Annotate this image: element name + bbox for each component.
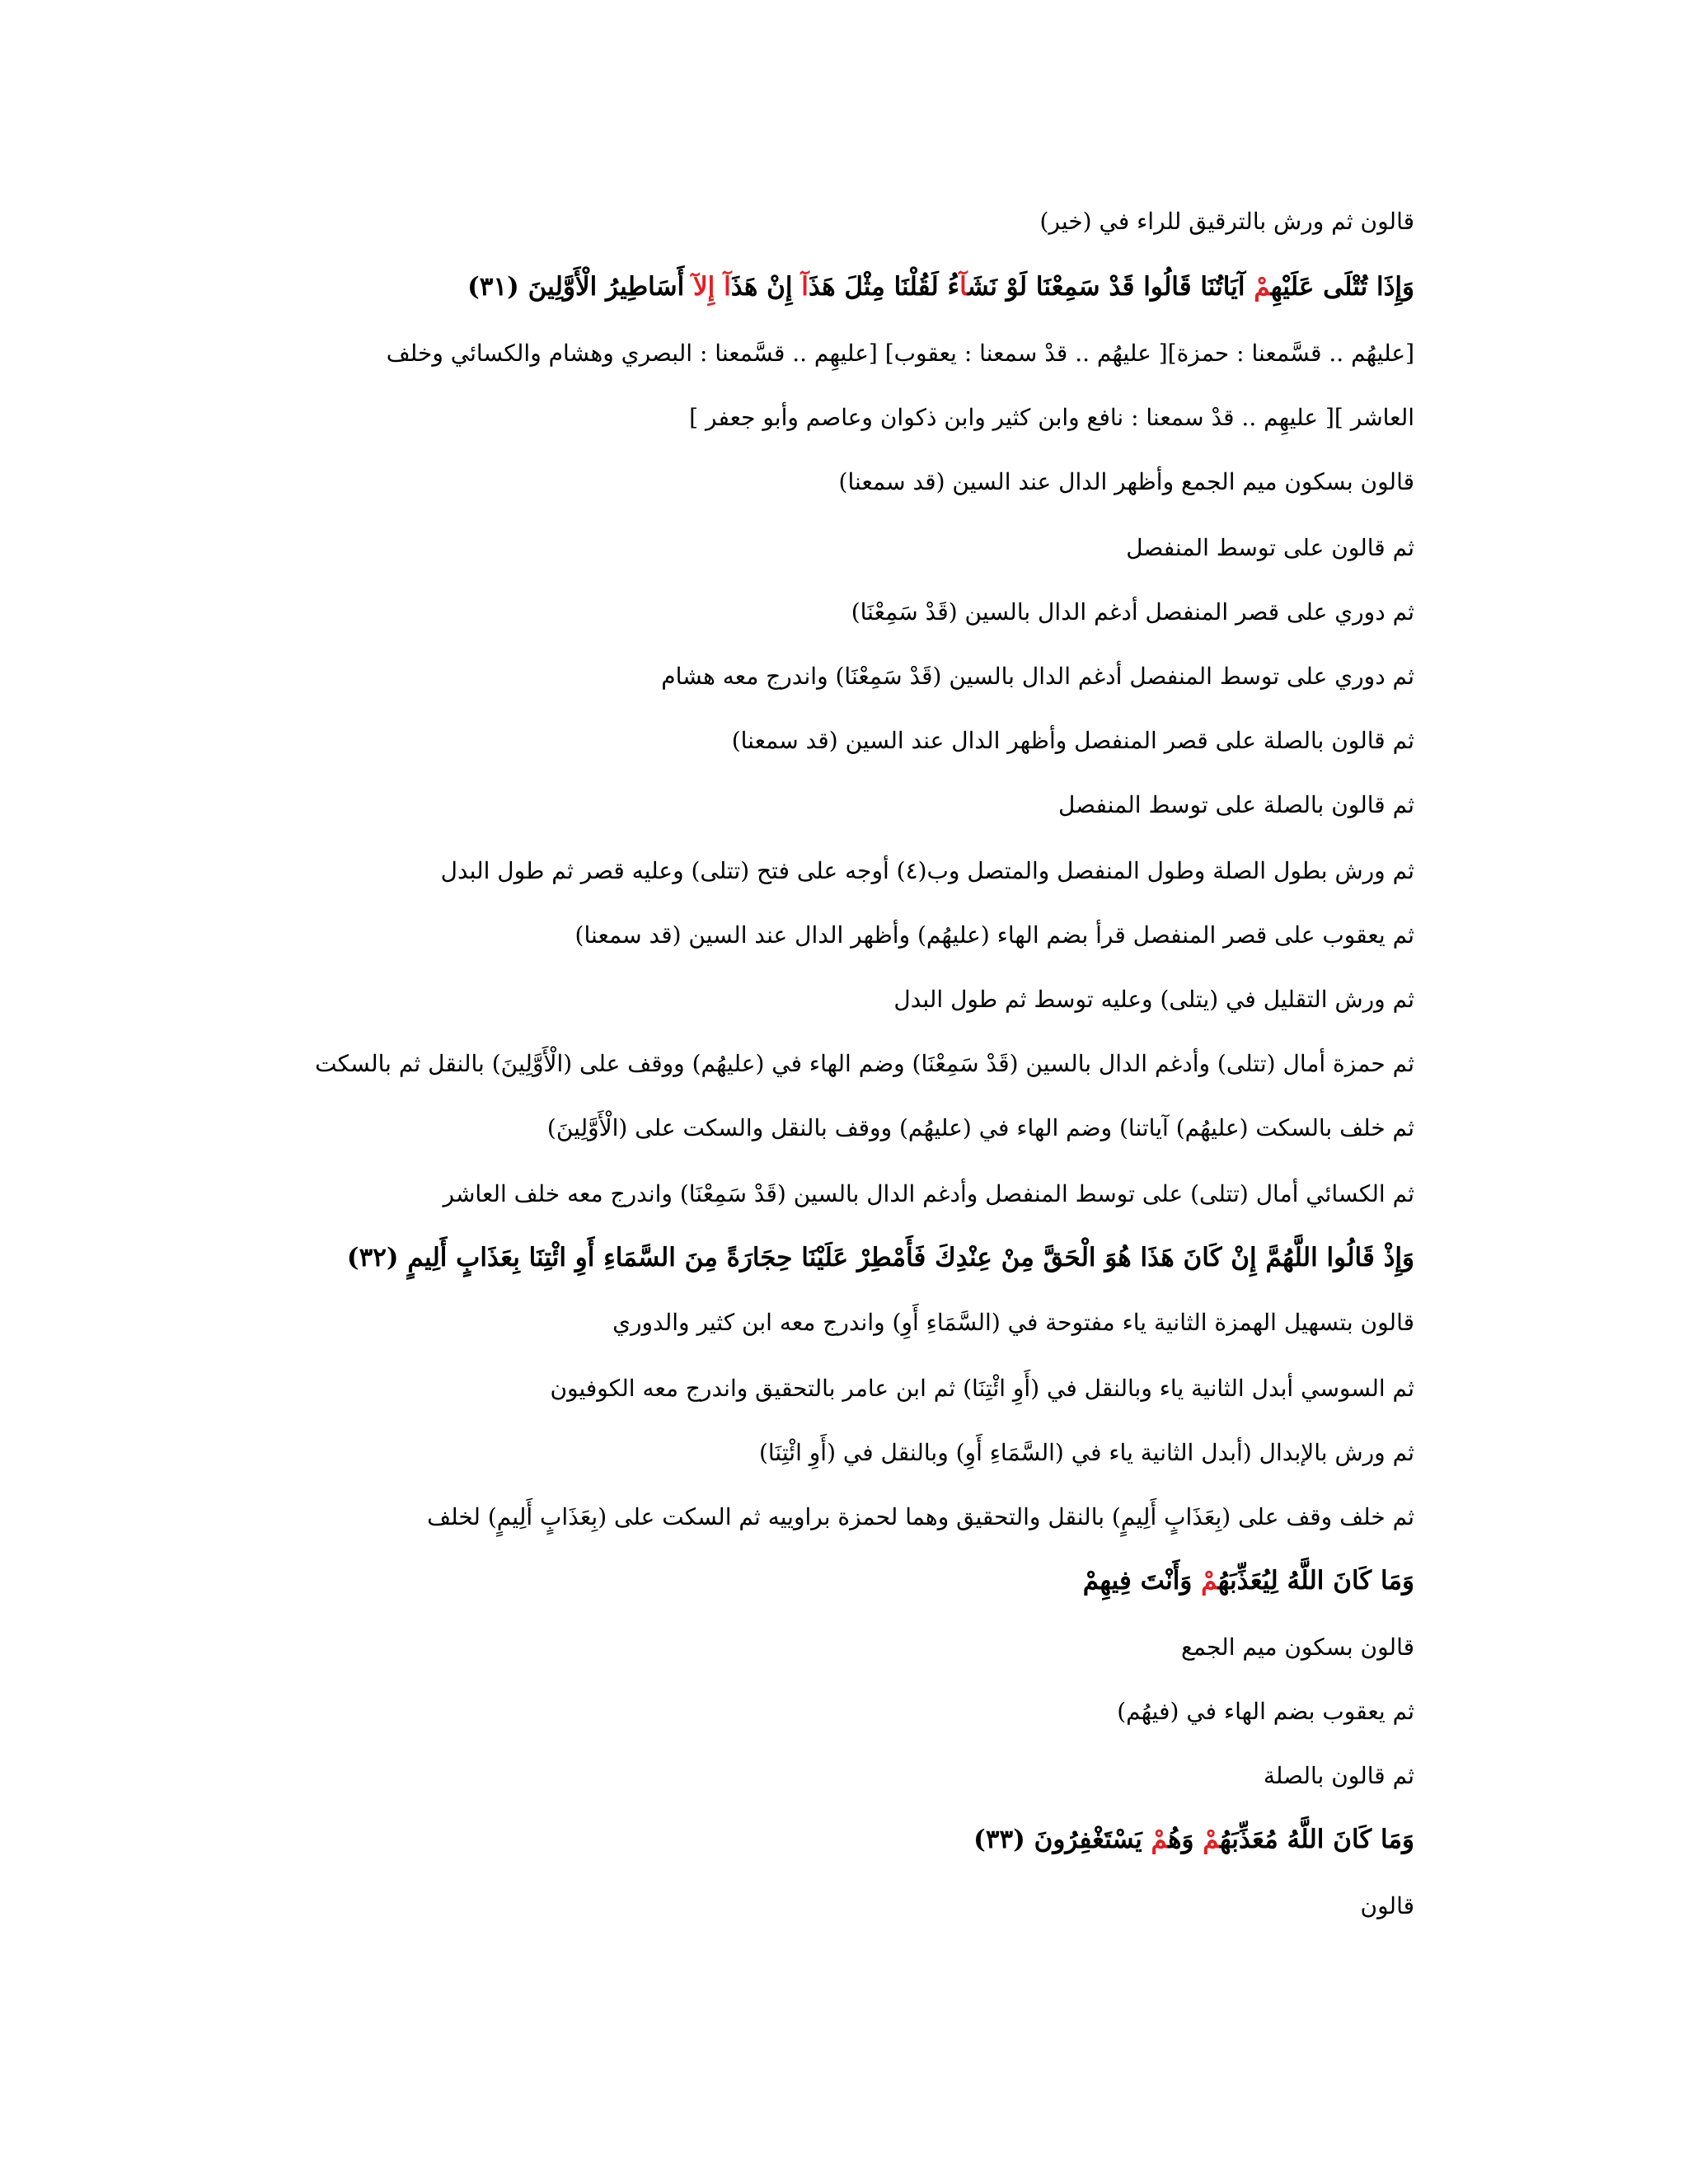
commentary-line — [575, 921, 1414, 949]
commentary-line — [1117, 1698, 1414, 1726]
line-text: قالون ثم ورش بالترقيق للراء في (خير) — [1039, 208, 1414, 235]
line-text — [715, 272, 724, 302]
line-text: يَسْتَغْفِرُونَ (٣٣) — [973, 1825, 1151, 1854]
line-text: أَسَاطِيرُ الْأَوَّلِينَ (٣١) — [467, 272, 693, 302]
line-text: قالون بتسهيل الهمزة الثانية ياء مفتوحة في (السَّمَاءِ أَوِ) واندرج معه ابن كثير والدوري — [612, 1309, 1414, 1336]
line-text: [عليهُم .. قسَّمعنا : حمزة][ عليهُم .. قدْ سمعنا : يعقوب] [عليهِم .. قسَّمعنا : البصري وهشام والكسائي وخلف — [386, 340, 1414, 367]
highlighted-text: آ — [801, 272, 809, 302]
commentary-line — [550, 1375, 1414, 1403]
line-text: ثم قالون بالصلة على توسط المنفصل — [1057, 791, 1414, 818]
line-text: ثم خلف بالسكت (عليهُم) آياتنا) وضم الهاء في (عليهُم) ووقف بالنقل والسكت على (الْأَوَّلِينَ) — [546, 1114, 1414, 1141]
line-text: وَإِذْ قَالُوا اللَّهُمَّ إِنْ كَانَ هَذَا هُوَ الْحَقَّ مِنْ عِنْدِكَ فَأَمْطِرْ عَلَيْنَا حِجَارَةً مِنَ السَّمَاءِ أَوِ ائْتِنَا بِعَذَابٍ أَلِيمٍ (٣٢) — [346, 1243, 1414, 1272]
line-text: ءُ لَقُلْنَا مِثْلَ هَذَ — [808, 272, 960, 302]
commentary-line — [661, 663, 1414, 691]
line-text: ثم قالون بالصلة — [1263, 1762, 1414, 1789]
line-text: ثم ورش التقليل في (يتلى) وعليه توسط ثم طول البدل — [893, 986, 1414, 1013]
commentary-line — [759, 1439, 1414, 1467]
verse-line — [467, 272, 1414, 302]
line-text: وَمَا كَانَ اللَّهُ لِيُعَذِّبَهُ — [1217, 1566, 1414, 1596]
line-text: وَإِذَا تُتْلَى عَلَيْهِ — [1270, 272, 1414, 302]
line-text: ثم دوري على توسط المنفصل أدغم الدال بالسين (قَدْ سَمِعْنَا) واندرج معه هشام — [661, 663, 1414, 690]
commentary-line — [443, 1180, 1414, 1208]
highlighted-text: مْ — [1201, 1566, 1218, 1596]
verse-line — [347, 1243, 1414, 1273]
line-text: وَمَا كَانَ اللَّهُ مُعَذِّبَهُ — [1219, 1825, 1414, 1854]
commentary-line — [1040, 208, 1414, 236]
line-text: ثم قالون بالصلة على قصر المنفصل وأظهر الدال عند السين (قد سمعنا) — [731, 727, 1414, 754]
commentary-line — [851, 598, 1414, 626]
line-text: آيَاتُنَا قَالُوا قَدْ سَمِعْنَا لَوْ نَشَ — [967, 272, 1254, 302]
commentary-line — [612, 1309, 1414, 1337]
highlighted-text: مْ — [1254, 272, 1271, 302]
commentary-line — [427, 1503, 1414, 1531]
commentary-line — [1181, 1633, 1414, 1661]
line-text: ثم خلف وقف على (بِعَذَابٍ أَلِيمٍ) بالنقل والتحقيق وهما لحمزة براوييه ثم السكت على (بِعَذَابٍ أَلِيمٍ) لخلف — [427, 1503, 1414, 1530]
commentary-line — [732, 727, 1414, 755]
commentary-line — [1264, 1762, 1414, 1790]
line-text: ثم السوسي أبدل الثانية ياء وبالنقل في (أَوِ ائْتِنَا) ثم ابن عامر بالتحقيق واندرج معه الكوفيون — [550, 1375, 1414, 1402]
line-text: ثم دوري على قصر المنفصل أدغم الدال بالسين (قَدْ سَمِعْنَا) — [851, 598, 1414, 626]
commentary-line — [441, 857, 1414, 885]
highlighted-text: آ — [959, 272, 968, 302]
commentary-line — [387, 340, 1414, 368]
verse-line — [1083, 1566, 1414, 1596]
highlighted-text: آ — [724, 272, 731, 302]
line-text: قالون بسكون ميم الجمع وأظهر الدال عند السين (قد سمعنا) — [838, 468, 1414, 495]
line-text: وَأَنْتَ فِيهِمْ — [1082, 1566, 1202, 1596]
line-text: قالون بسكون ميم الجمع — [1181, 1633, 1414, 1661]
line-text: ثم ورش بالإبدال (أبدل الثانية ياء في (السَّمَاءِ أَوِ) وبالنقل في (أَوِ ائْتِنَا) — [758, 1439, 1414, 1466]
commentary-line — [689, 404, 1414, 432]
highlighted-text: مْ — [1203, 1825, 1220, 1854]
commentary-line — [315, 1050, 1414, 1078]
line-text: ثم الكسائي أمال (تتلى) على توسط المنفصل وأدغم الدال بالسين (قَدْ سَمِعْنَا) واندرج معه خلف العاشر — [443, 1180, 1414, 1207]
commentary-line — [1058, 791, 1414, 819]
line-text: ثم قالون على توسط المنفصل — [1126, 534, 1414, 561]
highlighted-text: مْ — [1151, 1825, 1169, 1854]
commentary-line — [1361, 1892, 1414, 1920]
highlighted-text: إِلآ — [692, 272, 715, 302]
line-text: ثم ورش بطول الصلة وطول المنفصل والمتصل وب(٤) أوجه على فتح (تتلى) وعليه قصر ثم طول البدل — [440, 857, 1414, 884]
line-text: ثم يعقوب بضم الهاء في (فيهُم) — [1117, 1698, 1414, 1725]
commentary-line — [893, 986, 1414, 1014]
line-text: إِنْ هَذَ — [730, 272, 802, 302]
commentary-line — [839, 468, 1414, 496]
line-text: قالون — [1360, 1892, 1414, 1919]
line-text: وَهُ — [1168, 1825, 1203, 1854]
commentary-line — [1126, 534, 1414, 562]
line-text: العاشر ][ عليهِم .. قدْ سمعنا : نافع وابن كثير وابن ذكوان وعاصم وأبو جعفر ] — [689, 404, 1414, 431]
line-text: ثم حمزة أمال (تتلى) وأدغم الدال بالسين (قَدْ سَمِعْنَا) وضم الهاء في (عليهُم) ووقف على (الْأَوَّلِينَ) بالنقل ثم بالسكت — [315, 1050, 1414, 1077]
line-text: ثم يعقوب على قصر المنفصل قرأ بضم الهاء (عليهُم) وأظهر الدال عند السين (قد سمعنا) — [574, 921, 1414, 949]
verse-line — [973, 1825, 1414, 1855]
commentary-line — [547, 1114, 1414, 1142]
